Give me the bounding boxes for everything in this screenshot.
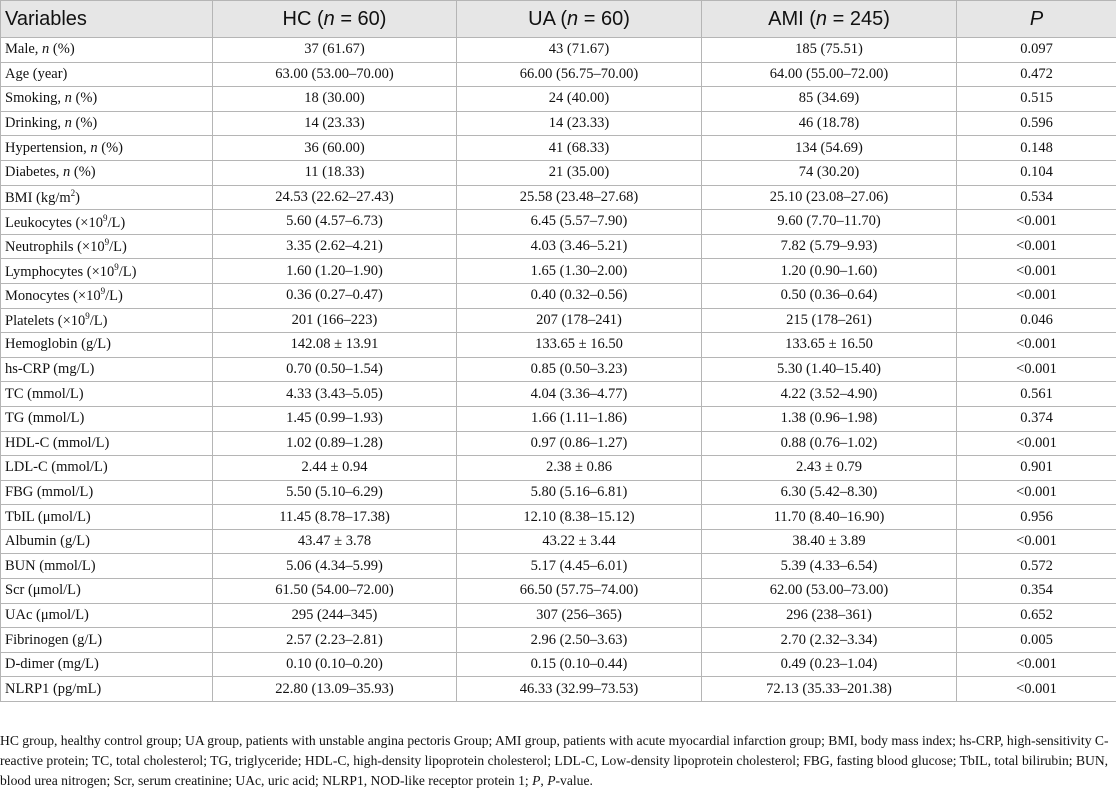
- cell-ami: 25.10 (23.08–27.06): [702, 185, 957, 210]
- cell-ami: 0.49 (0.23–1.04): [702, 652, 957, 677]
- cell-p: <0.001: [957, 357, 1116, 382]
- cell-ami: 134 (54.69): [702, 136, 957, 161]
- cell-p: <0.001: [957, 259, 1116, 284]
- table-row: [1, 160, 1116, 185]
- table-row: [1, 529, 1116, 554]
- cell-ami: 133.65 ± 16.50: [702, 333, 957, 358]
- row-label: Hemoglobin (g/L): [1, 333, 213, 358]
- row-label: TC (mmol/L): [1, 382, 213, 407]
- row-label: Drinking, n (%): [1, 111, 213, 136]
- cell-ami: 1.38 (0.96–1.98): [702, 406, 957, 431]
- table-row: [1, 38, 1116, 63]
- cell-p: <0.001: [957, 431, 1116, 456]
- cell-ami: 72.13 (35.33–201.38): [702, 677, 957, 702]
- cell-p: 0.596: [957, 111, 1116, 136]
- cell-ua: 25.58 (23.48–27.68): [457, 185, 702, 210]
- row-label: Lymphocytes $(\times 10^9/L)$: [1, 259, 213, 284]
- cell-hc: 2.44 ± 0.94: [213, 456, 457, 481]
- table-row: [1, 234, 1116, 259]
- table-row: [1, 603, 1116, 628]
- row-label: BMI $(kg/m^2)$: [1, 185, 213, 210]
- cell-ua: 14 (23.33): [457, 111, 702, 136]
- cell-p: 0.561: [957, 382, 1116, 407]
- cell-p: 0.046: [957, 308, 1116, 333]
- table-row: [1, 283, 1116, 308]
- cell-hc: 43.47 ± 3.78: [213, 529, 457, 554]
- cell-hc: 18 (30.00): [213, 87, 457, 112]
- footnote-p-value-italic: P: [547, 773, 555, 788]
- cell-ami: 9.60 (7.70–11.70): [702, 210, 957, 235]
- row-label: Monocytes $(\times 10^9/L)$: [1, 283, 213, 308]
- row-label: UAc (μmol/L): [1, 603, 213, 628]
- cell-p: <0.001: [957, 210, 1116, 235]
- row-label: Diabetes, n (%): [1, 160, 213, 185]
- row-label: LDL-C (mmol/L): [1, 456, 213, 481]
- cell-hc: 61.50 (54.00–72.00): [213, 579, 457, 604]
- cell-hc: 4.33 (3.43–5.05): [213, 382, 457, 407]
- table-row: [1, 480, 1116, 505]
- cell-ua: 133.65 ± 16.50: [457, 333, 702, 358]
- cell-ua: 6.45 (5.57–7.90): [457, 210, 702, 235]
- header-variables: Variables: [1, 1, 213, 38]
- cell-p: <0.001: [957, 652, 1116, 677]
- cell-ami: 46 (18.78): [702, 111, 957, 136]
- cell-ua: 207 (178–241): [457, 308, 702, 333]
- cell-ua: 41 (68.33): [457, 136, 702, 161]
- header-ua: UA (n = 60): [457, 1, 702, 38]
- cell-ami: 74 (30.20): [702, 160, 957, 185]
- cell-p: <0.001: [957, 677, 1116, 702]
- row-label: Hypertension, n (%): [1, 136, 213, 161]
- cell-ua: 66.00 (56.75–70.00): [457, 62, 702, 87]
- cell-ua: 0.97 (0.86–1.27): [457, 431, 702, 456]
- cell-hc: 1.60 (1.20–1.90): [213, 259, 457, 284]
- table-row: [1, 554, 1116, 579]
- table-row: [1, 505, 1116, 530]
- table-row: [1, 456, 1116, 481]
- cell-ua: 12.10 (8.38–15.12): [457, 505, 702, 530]
- cell-hc: 11.45 (8.78–17.38): [213, 505, 457, 530]
- row-label: HDL-C (mmol/L): [1, 431, 213, 456]
- cell-ua: 46.33 (32.99–73.53): [457, 677, 702, 702]
- cell-ua: 0.15 (0.10–0.44): [457, 652, 702, 677]
- table-row: [1, 382, 1116, 407]
- cell-ua: 21 (35.00): [457, 160, 702, 185]
- cell-p: 0.901: [957, 456, 1116, 481]
- cell-hc: 201 (166–223): [213, 308, 457, 333]
- row-label: Neutrophils $(\times 10^9/L)$: [1, 234, 213, 259]
- cell-p: 0.005: [957, 628, 1116, 653]
- row-label: TG (mmol/L): [1, 406, 213, 431]
- cell-ua: 307 (256–365): [457, 603, 702, 628]
- cell-hc: 5.60 (4.57–6.73): [213, 210, 457, 235]
- table-row: [1, 406, 1116, 431]
- cell-ua: 5.17 (4.45–6.01): [457, 554, 702, 579]
- cell-ami: 6.30 (5.42–8.30): [702, 480, 957, 505]
- cell-hc: 63.00 (53.00–70.00): [213, 62, 457, 87]
- cell-ua: 43 (71.67): [457, 38, 702, 63]
- cell-p: <0.001: [957, 234, 1116, 259]
- cell-ami: 296 (238–361): [702, 603, 957, 628]
- cell-p: <0.001: [957, 283, 1116, 308]
- cell-ua: 2.38 ± 0.86: [457, 456, 702, 481]
- cell-ua: 0.40 (0.32–0.56): [457, 283, 702, 308]
- cell-ami: 4.22 (3.52–4.90): [702, 382, 957, 407]
- cell-hc: 1.45 (0.99–1.93): [213, 406, 457, 431]
- cell-hc: 11 (18.33): [213, 160, 457, 185]
- footnote-abbreviations: HC group, healthy control group; UA group, patients with unstable angina pectoris Group; AMI group, patients with acute myocardial infarction group; BMI, body mass index; hs-CRP, high-sensitivity C-reactive protein; TC, total cholesterol; TG, triglyceride; HDL-C, high-density lipoprotein cholesterol; LDL-C, Low-density lipoprotein cholesterol; FBG, fasting blood glucose; TbIL, total bilirubin; BUN, blood urea nitrogen; Scr, serum creatinine; UAc, uric acid; NLRP1, NOD-like receptor protein 1;: [0, 733, 1109, 788]
- cell-ami: 0.50 (0.36–0.64): [702, 283, 957, 308]
- cell-ami: 64.00 (55.00–72.00): [702, 62, 957, 87]
- table-row: [1, 652, 1116, 677]
- cell-hc: 2.57 (2.23–2.81): [213, 628, 457, 653]
- cell-ami: 5.39 (4.33–6.54): [702, 554, 957, 579]
- row-label: Smoking, n (%): [1, 87, 213, 112]
- cell-hc: 0.70 (0.50–1.54): [213, 357, 457, 382]
- cell-p: <0.001: [957, 480, 1116, 505]
- table-body: [1, 38, 1116, 702]
- cell-p: 0.534: [957, 185, 1116, 210]
- cell-hc: 36 (60.00): [213, 136, 457, 161]
- cell-p: 0.374: [957, 406, 1116, 431]
- row-label: Scr (μmol/L): [1, 579, 213, 604]
- row-label: hs-CRP (mg/L): [1, 357, 213, 382]
- table-row: [1, 87, 1116, 112]
- table-row: [1, 628, 1116, 653]
- cell-ami: 11.70 (8.40–16.90): [702, 505, 957, 530]
- cell-ua: 2.96 (2.50–3.63): [457, 628, 702, 653]
- row-label: NLRP1 (pg/mL): [1, 677, 213, 702]
- row-label: Platelets $(\times 10^9/L)$: [1, 308, 213, 333]
- table-row: [1, 579, 1116, 604]
- cell-hc: 14 (23.33): [213, 111, 457, 136]
- cell-ami: 5.30 (1.40–15.40): [702, 357, 957, 382]
- table-row: [1, 333, 1116, 358]
- cell-hc: 5.50 (5.10–6.29): [213, 480, 457, 505]
- table-header-row: [1, 1, 1116, 38]
- cell-ua: 43.22 ± 3.44: [457, 529, 702, 554]
- table-row: [1, 357, 1116, 382]
- cell-ami: 2.70 (2.32–3.34): [702, 628, 957, 653]
- table-row: [1, 111, 1116, 136]
- cell-hc: 24.53 (22.62–27.43): [213, 185, 457, 210]
- cell-p: 0.354: [957, 579, 1116, 604]
- footnote-p-sep: ,: [540, 773, 547, 788]
- cell-p: 0.097: [957, 38, 1116, 63]
- cell-p: 0.572: [957, 554, 1116, 579]
- cell-p: 0.652: [957, 603, 1116, 628]
- cell-ua: 0.85 (0.50–3.23): [457, 357, 702, 382]
- cell-hc: 37 (61.67): [213, 38, 457, 63]
- table-row: [1, 185, 1116, 210]
- cell-ami: 62.00 (53.00–73.00): [702, 579, 957, 604]
- table-row: [1, 308, 1116, 333]
- cell-hc: 0.36 (0.27–0.47): [213, 283, 457, 308]
- cell-p: 0.956: [957, 505, 1116, 530]
- cell-hc: 22.80 (13.09–35.93): [213, 677, 457, 702]
- cell-p: 0.148: [957, 136, 1116, 161]
- cell-ami: 1.20 (0.90–1.60): [702, 259, 957, 284]
- row-label: BUN (mmol/L): [1, 554, 213, 579]
- header-ami: AMI (n = 245): [702, 1, 957, 38]
- cell-hc: 1.02 (0.89–1.28): [213, 431, 457, 456]
- header-hc: HC (n = 60): [213, 1, 457, 38]
- table-row: [1, 431, 1116, 456]
- row-label: TbIL (μmol/L): [1, 505, 213, 530]
- cell-p: <0.001: [957, 529, 1116, 554]
- cell-ua: 66.50 (57.75–74.00): [457, 579, 702, 604]
- cell-hc: 0.10 (0.10–0.20): [213, 652, 457, 677]
- row-label: Age (year): [1, 62, 213, 87]
- table-row: [1, 259, 1116, 284]
- row-label: Fibrinogen (g/L): [1, 628, 213, 653]
- table-row: [1, 136, 1116, 161]
- cell-ua: 4.03 (3.46–5.21): [457, 234, 702, 259]
- cell-ua: 1.66 (1.11–1.86): [457, 406, 702, 431]
- cell-ami: 185 (75.51): [702, 38, 957, 63]
- cell-ua: 24 (40.00): [457, 87, 702, 112]
- cell-ua: 5.80 (5.16–6.81): [457, 480, 702, 505]
- cell-ami: 38.40 ± 3.89: [702, 529, 957, 554]
- cell-ami: 215 (178–261): [702, 308, 957, 333]
- cell-ua: 4.04 (3.36–4.77): [457, 382, 702, 407]
- cell-p: 0.472: [957, 62, 1116, 87]
- cell-hc: 3.35 (2.62–4.21): [213, 234, 457, 259]
- cell-p: <0.001: [957, 333, 1116, 358]
- footnote-p-value-rest: -value.: [556, 773, 593, 788]
- cell-hc: 5.06 (4.34–5.99): [213, 554, 457, 579]
- table-footnote: [0, 731, 1112, 791]
- cell-ua: 1.65 (1.30–2.00): [457, 259, 702, 284]
- cell-hc: 295 (244–345): [213, 603, 457, 628]
- row-label: D-dimer (mg/L): [1, 652, 213, 677]
- footnote-p-symbol: P: [532, 773, 540, 788]
- table-row: [1, 62, 1116, 87]
- cell-p: 0.515: [957, 87, 1116, 112]
- cell-ami: 0.88 (0.76–1.02): [702, 431, 957, 456]
- row-label: Male, n (%): [1, 38, 213, 63]
- cell-hc: 142.08 ± 13.91: [213, 333, 457, 358]
- row-label: FBG (mmol/L): [1, 480, 213, 505]
- cell-p: 0.104: [957, 160, 1116, 185]
- table-row: [1, 210, 1116, 235]
- cell-ami: 85 (34.69): [702, 87, 957, 112]
- header-p: P: [957, 1, 1116, 38]
- cell-ami: 2.43 ± 0.79: [702, 456, 957, 481]
- row-label: Albumin (g/L): [1, 529, 213, 554]
- table-row: [1, 677, 1116, 702]
- row-label: Leukocytes $(\times 10^9/L)$: [1, 210, 213, 235]
- cell-ami: 7.82 (5.79–9.93): [702, 234, 957, 259]
